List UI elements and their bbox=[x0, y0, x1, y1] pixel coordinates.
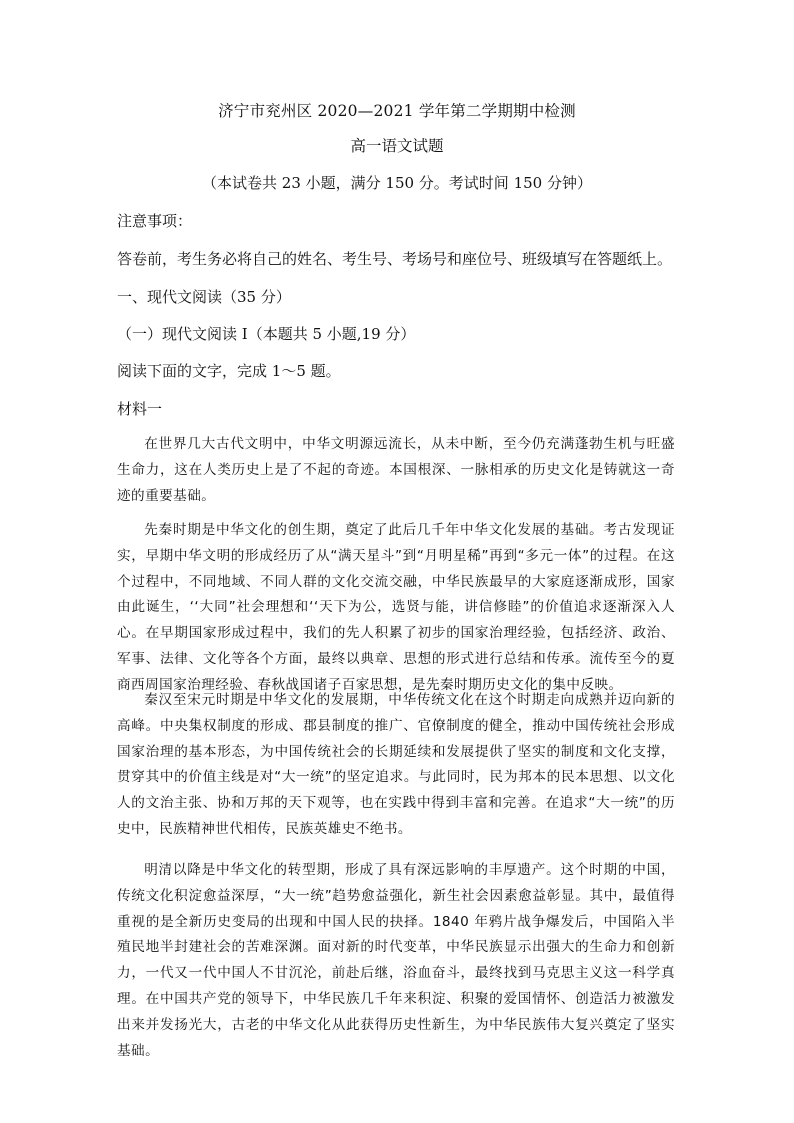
exam-subtitle: 高一语文试题 bbox=[350, 137, 444, 155]
section-subheading: （一）现代文阅读 I（本题共 5 小题,19 分） bbox=[117, 325, 416, 343]
notice-heading: 注意事项： bbox=[117, 212, 193, 230]
exam-note: （本试卷共 23 小题，满分 150 分。考试时间 150 分钟） bbox=[202, 174, 592, 192]
paragraph-1: 在世界几大古代文明中，中华文明源远流长，从未中断，至今仍充满蓬勃生机与旺盛生命力，这在人类历史上是了不起的奇迹。本国根深、一脉相承的历史文化是铸就这一奇迹的重要基础。 bbox=[117, 436, 675, 504]
paragraph-2: 先秦时期是中华文化的创生期，奠定了此后几千年中华文化发展的基础。考古发现证实，早期中华文明的形成经历了从“满天星斗”到“月明星稀”再到“多元一体”的过程。在这个过程中，不同地域、不同人群的文化交流交融，中华民族最早的大家庭逐渐成形，国家由此诞生，‘‘大同”社会理想和‘‘天下为公，选贤与能，讲信修睦”的价值追求逐渐深入人心。在早期国家形成过程中，我们的先人积累了初步的国家治理经验，包括经济、政治、军事、法律、文化等各个方面，最终以典章、思想的形式进行总结和传承。流传至今的夏商西周国家治理经验、春秋战国诸子百家思想，是先秦时期历史文化的集中反映。 bbox=[117, 522, 675, 693]
exam-title: 济宁市兖州区 2020—2021 学年第二学期期中检测 bbox=[218, 102, 576, 120]
notice-instruction: 答卷前，考生务必将自己的姓名、考生号、考场号和座位号、班级填写在答题纸上。 bbox=[117, 250, 673, 268]
paragraph-3: 秦汉至宋元时期是中华文化的发展期，中华传统文化在这个时期走向成熟并迈向新的高峰。中央集权制度的形成、郡县制度的推广、官僚制度的健全，推动中国传统社会形成国家治理的基本形态，为中国传统社会的长期延续和发展提供了坚实的制度和文化支撑，贯穿其中的价值主线是对“大一统”的坚定追求。与此同时，民为邦本的民本思想、以文化人的文治主张、协和万邦的天下观等，也在实践中得到丰富和完善。在追求“大一统”的历史中，民族精神世代相传，民族英雄史不绝书。 bbox=[117, 692, 675, 837]
reading-instruction: 阅读下面的文字，完成 1～5 题。 bbox=[117, 362, 341, 380]
material-label: 材料一 bbox=[117, 400, 163, 418]
paragraph-4: 明清以降是中华文化的转型期，形成了具有深远影响的丰厚遗产。这个时期的中国，传统文化积淀愈益深厚，“大一统”趋势愈益强化，新生社会因素愈益彰显。其中，最值得重视的是全新历史变局的出现和中国人民的抉择。1840 年鸦片战争爆发后，中国陷入半殖民地半封建社会的苦难深渊。面对新的时代变革，中华民族显示出强大的生命力和创新力，一代又一代中国人不甘沉沦，前赴后继，浴血奋斗，最终找到马克思主义这一科学真理。在中国共产党的领导下，中华民族几千年来积淀、积聚的爱国情怀、创造活力被激发出来并发扬光大，古老的中华文化从此获得历史性新生，为中华民族伟大复兴奠定了坚实基础。 bbox=[117, 862, 675, 1059]
section-heading: 一、现代文阅读（35 分） bbox=[117, 288, 291, 306]
